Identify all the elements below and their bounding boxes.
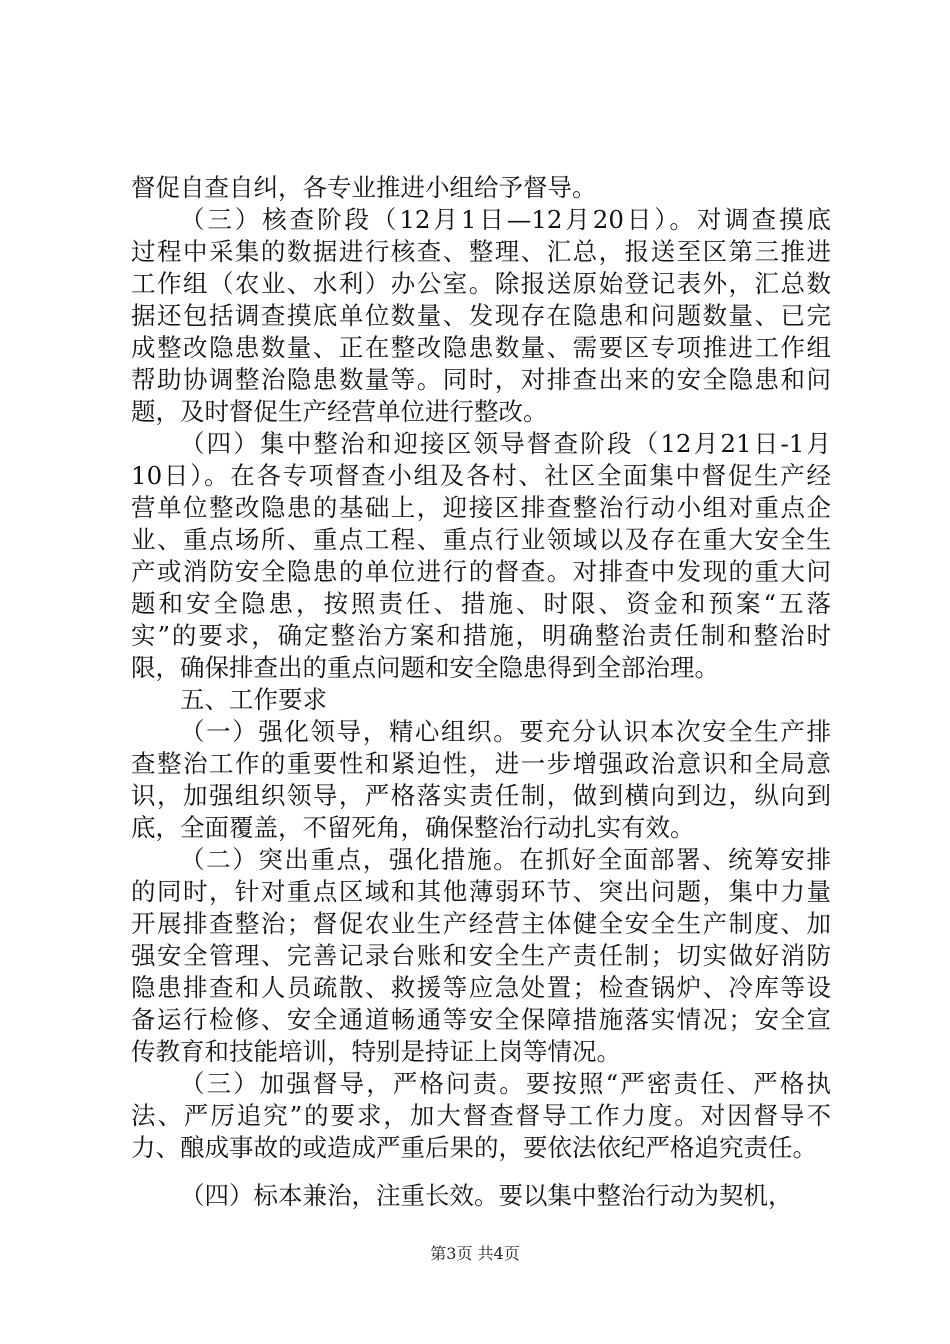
text-line: 成整改隐患数量、正在整改隐患数量、需要区专项推进工作组 xyxy=(131,333,831,362)
text-line: 过程中采集的数据进行核查、整理、汇总，报送至区第三推进 xyxy=(131,237,831,266)
text-line: 开展排查整治；督促农业生产经营主体健全安全生产制度、加 xyxy=(131,909,831,938)
text-line: （二）突出重点，强化措施。在抓好全面部署、统筹安排 xyxy=(180,845,831,874)
text-line: 产或消防安全隐患的单位进行的督查。对排查中发现的重大问 xyxy=(131,557,831,586)
text-line: 营单位整改隐患的基础上，迎接区排查整治行动小组对重点企 xyxy=(131,493,831,522)
text-line: 题和安全隐患，按照责任、措施、时限、资金和预案“五落 xyxy=(131,589,831,618)
text-line: （四）集中整治和迎接区领导督查阶段（12月21日-1月 xyxy=(180,429,831,458)
text-line: （三）核查阶段（12月1日—12月20日）。对调查摸底 xyxy=(180,205,831,234)
text-line: （三）加强督导，严格问责。要按照“严密责任、严格执 xyxy=(180,1069,831,1098)
text-line: 督促自查自纠，各专业推进小组给予督导。 xyxy=(131,173,597,202)
page-number-footer: 第3页 共4页 xyxy=(430,1244,520,1263)
text-line: 强安全管理、完善记录台账和安全生产责任制；切实做好消防 xyxy=(131,941,831,970)
text-line: 据还包括调查摸底单位数量、发现存在隐患和问题数量、已完 xyxy=(131,301,831,330)
text-line: 识，加强组织领导，严格落实责任制，做到横向到边，纵向到 xyxy=(131,781,831,810)
text-line: 备运行检修、安全通道畅通等安全保障措施落实情况；安全宣 xyxy=(131,1005,831,1034)
text-line: （一）强化领导，精心组织。要充分认识本次安全生产排 xyxy=(180,717,831,746)
text-line: （四）标本兼治，注重长效。要以集中整治行动为契机， xyxy=(180,1181,793,1210)
text-line: 限，确保排查出的重点问题和安全隐患得到全部治理。 xyxy=(131,653,719,682)
text-line: 题，及时督促生产经营单位进行整改。 xyxy=(131,397,548,426)
section-heading: 五、工作要求 xyxy=(180,685,327,714)
text-line: 实”的要求，确定整治方案和措施，明确整治责任制和整治时 xyxy=(131,621,831,650)
text-line: 隐患排查和人员疏散、救援等应急处置；检查锅炉、冷库等设 xyxy=(131,973,831,1002)
text-line: 传教育和技能培训，特别是持证上岗等情况。 xyxy=(131,1037,621,1066)
text-line: 查整治工作的重要性和紧迫性，进一步增强政治意识和全局意 xyxy=(131,749,831,778)
text-line: 力、酿成事故的或造成严重后果的，要依法依纪严格追究责任。 xyxy=(131,1133,817,1162)
text-line: 底，全面覆盖，不留死角，确保整治行动扎实有效。 xyxy=(131,813,695,842)
text-line: 10日）。在各专项督查小组及各村、社区全面集中督促生产经 xyxy=(131,461,831,490)
text-line: 业、重点场所、重点工程、重点行业领域以及存在重大安全生 xyxy=(131,525,831,554)
text-line: 的同时，针对重点区域和其他薄弱环节、突出问题，集中力量 xyxy=(131,877,831,906)
text-line: 帮助协调整治隐患数量等。同时，对排查出来的安全隐患和问 xyxy=(131,365,831,394)
text-line: 法、严厉追究”的要求，加大督查督导工作力度。对因督导不 xyxy=(131,1101,831,1130)
text-line: 工作组（农业、水利）办公室。除报送原始登记表外，汇总数 xyxy=(131,269,831,298)
